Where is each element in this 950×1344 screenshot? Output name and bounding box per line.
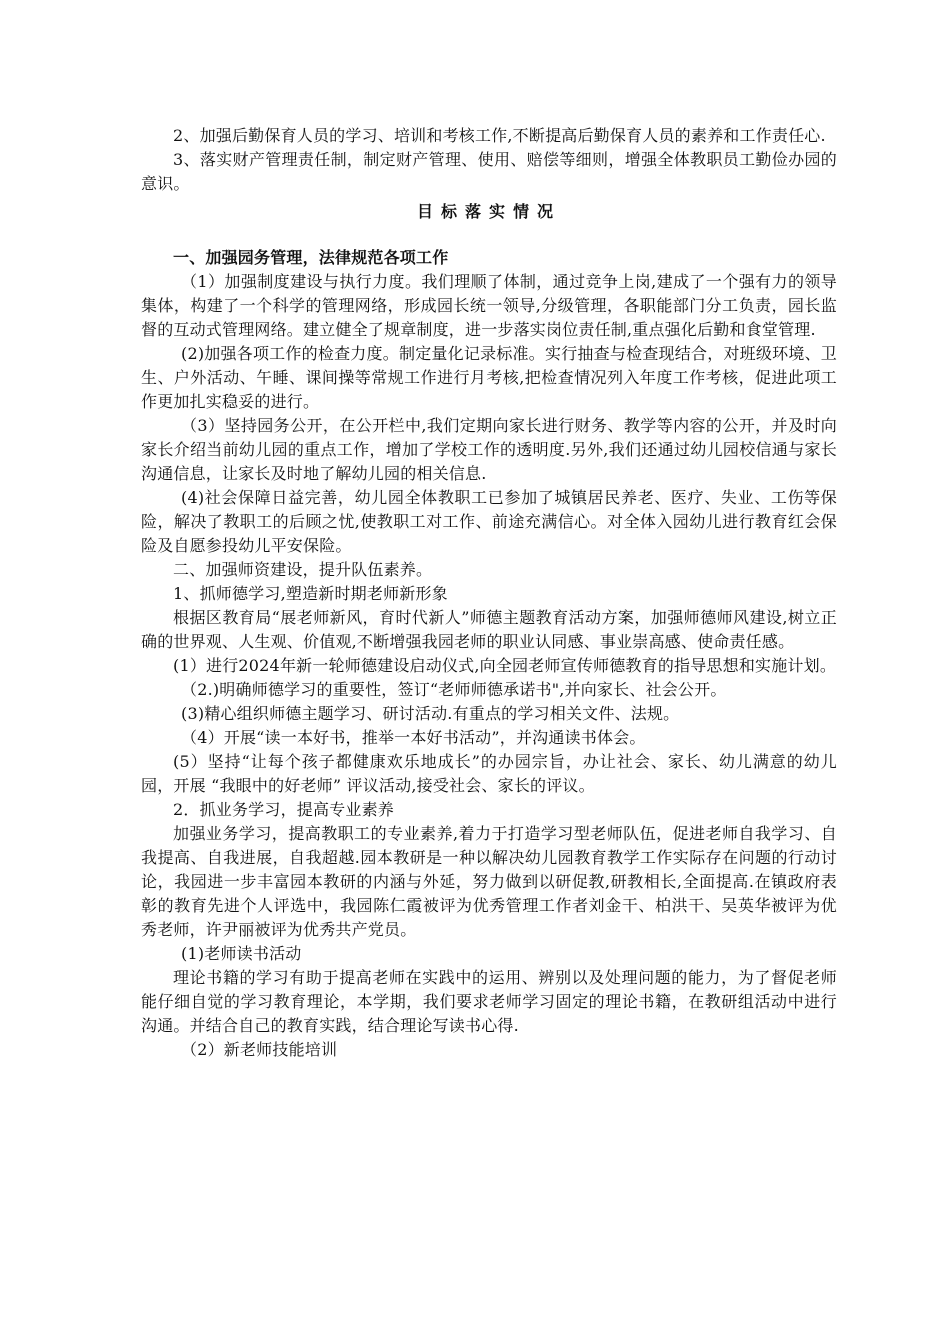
paragraph: 2、加强后勤保育人员的学习、培训和考核工作,不断提高后勤保育人员的素养和工作责任心. bbox=[173, 126, 826, 145]
paragraph: (5）坚持“让每个孩子都健康欢乐地成长”的办园宗旨，办让社会、家长、幼儿满意的幼儿园，开展 “我眼中的好老师” 评议活动,接受社会、家长的评议。 bbox=[141, 752, 837, 795]
paragraph: (2)加强各项工作的检查力度。制定量化记录标准。实行抽查与检查现结合，对班级环境、卫生、户外活动、午睡、课间操等常规工作进行月考核,把检查情况列入年度工作考核，促进此项工作更加扎实稳妥的进行。 bbox=[141, 344, 837, 411]
paragraph: (3)精心组织师德主题学习、研讨活动.有重点的学习相关文件、法规。 bbox=[181, 704, 680, 723]
subheading: 二、加强师资建设，提升队伍素养。 bbox=[173, 560, 433, 579]
paragraph: （2.)明确师德学习的重要性，签订“老师师德承诺书",并向家长、社会公开。 bbox=[181, 680, 727, 699]
paragraph: 根据区教育局“展老师新风，育时代新人”师德主题教育活动方案，加强师德师风建设,树立正确的世界观、人生观、价值观,不断增强我园老师的职业认同感、事业崇高感、使命责任感。 bbox=[141, 608, 837, 651]
section-title: 目标落实情况 bbox=[416, 202, 561, 221]
subheading: 1、抓师德学习,塑造新时期老师新形象 bbox=[173, 584, 448, 603]
section-heading: 一、加强园务管理，法律规范各项工作 bbox=[173, 248, 449, 267]
subheading: 2．抓业务学习，提高专业素养 bbox=[173, 800, 394, 819]
paragraph: （3）坚持园务公开，在公开栏中,我们定期向家长进行财务、教学等内容的公开，并及时向家长介绍当前幼儿园的重点工作，增加了学校工作的透明度.另外,我们还通过幼儿园校信通与家长沟通信息，让家长及时地了解幼儿园的相关信息. bbox=[141, 416, 837, 483]
paragraph: 加强业务学习，提高教职工的专业素养,着力于打造学习型老师队伍，促进老师自我学习、自我提高、自我进展，自我超越.园本教研是一种以解决幼儿园教育教学工作实际存在问题的行动讨论，我园进一步丰富园本教研的内涵与外延，努力做到以研促教,研教相长,全面提高.在镇政府表彰的教育先进个人评选中，我园陈仁霞被评为优秀管理工作者刘金干、柏洪干、吴英华被评为优秀老师，许尹丽被评为优秀共产党员。 bbox=[141, 824, 837, 939]
paragraph: 3、落实财产管理责任制，制定财产管理、使用、赔偿等细则，增强全体教职员工勤俭办园的意识。 bbox=[141, 150, 837, 193]
subheading: （2）新老师技能培训 bbox=[181, 1040, 338, 1059]
paragraph: （1）加强制度建设与执行力度。我们理顺了体制，通过竞争上岗,建成了一个强有力的领导集体，构建了一个科学的管理网络，形成园长统一领导,分级管理，各职能部门分工负责，园长监督的互动式管理网络。建立健全了规章制度，进一步落实岗位责任制,重点强化后勤和食堂管理. bbox=[141, 272, 837, 339]
document-page bbox=[141, 124, 837, 1062]
subheading: (1)老师读书活动 bbox=[181, 944, 302, 963]
paragraph: (4)社会保障日益完善，幼儿园全体教职工已参加了城镇居民养老、医疗、失业、工伤等保险，解决了教职工的后顾之忧,使教职工对工作、前途充满信心。对全体入园幼儿进行教育红会保险及自愿参投幼儿平安保险。 bbox=[141, 488, 837, 555]
paragraph: (1）进行2024年新一轮师德建设启动仪式,向全园老师宣传师德教育的指导思想和实施计划。 bbox=[173, 656, 837, 675]
paragraph: （4）开展“读一本好书，推举一本好书活动”，并沟通读书体会。 bbox=[181, 728, 646, 747]
paragraph: 理论书籍的学习有助于提高老师在实践中的运用、辨别以及处理问题的能力，为了督促老师能仔细自觉的学习教育理论，本学期，我们要求老师学习固定的理论书籍，在教研组活动中进行沟通。并结合自己的教育实践，结合理论写读书心得. bbox=[141, 968, 837, 1035]
